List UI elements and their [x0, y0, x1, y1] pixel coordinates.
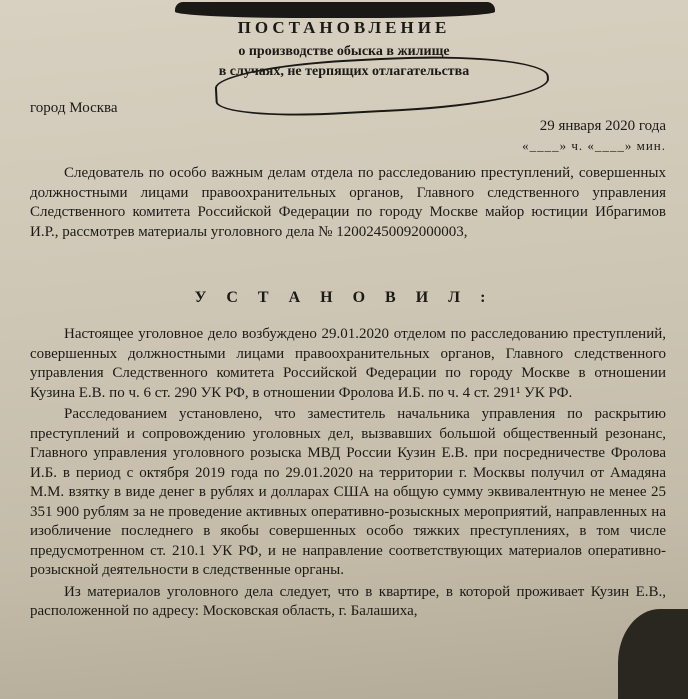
document-subtitle-line2: в случаях, не терпящих отлагательства — [218, 64, 470, 79]
document-title: ПОСТАНОВЛЕНИЕ — [237, 18, 451, 37]
document-subtitle-line1: о производстве обыска в жилище — [238, 44, 450, 59]
handwritten-scribble — [214, 49, 550, 120]
paragraph: Расследованием установлено, что заместитель начальника управления по раскрытию преступлений и сопровождению уголовных дел, вызвавших большой общественный резонанс, Главного управления уголовного розыска МВД России Кузин Е.В. при посредничестве Фролова И.Б. в период с октября 2019 года по 29.01.2020 на территории г. Москвы получил от Амадяна М.М. взятку в виде денег в рублях и долларах США на общую сумму эквивалентную не менее 25 351 900 рублям за не проведение активных оперативно-розыскных мероприятий, направленных на изобличение последнего в якобы совершенных особо тяжких преступлениях, в том числе предусмотренном ст. 210.1 УК РФ, и не направление соответствующих материалов оперативно-розыскной деятельности в следственные органы. — [30, 406, 666, 578]
intro-paragraph — [30, 164, 666, 242]
intro-text: Следователь по особо важным делам отдела по расследованию преступлений, совершенных должностными лицами правоохранительных органов, Главного следственного управления Следственного комитета Российской Федерации по городу Москве майор юстиции Ибрагимов И.Р., рассмотрев материалы уголовного дела № 12002450092000003, — [30, 165, 666, 240]
city: город Москва — [30, 100, 118, 116]
document-date: 29 января 2020 года — [539, 118, 666, 134]
findings-section — [30, 325, 666, 624]
document-time: «____» ч. «____» мин. — [522, 138, 666, 153]
paragraph: Из материалов уголовного дела следует, что в квартире, в которой проживает Кузин Е.В., расположенной по адресу: Московская область, г. Балашиха, — [30, 583, 666, 619]
redaction-blot — [175, 2, 495, 18]
section-heading: У С Т А Н О В И Л : — [194, 289, 494, 306]
paragraph: Настоящее уголовное дело возбуждено 29.01.2020 отделом по расследованию преступлений, совершенных должностными лицами правоохранительных органов, Главного следственного управления Следственного комитета Российской Федерации по городу Москве в отношении Кузина Е.В. по ч. 6 ст. 290 УК РФ, в отношении Фролова И.Б. по ч. 4 ст. 291¹ УК РФ. — [30, 326, 666, 401]
